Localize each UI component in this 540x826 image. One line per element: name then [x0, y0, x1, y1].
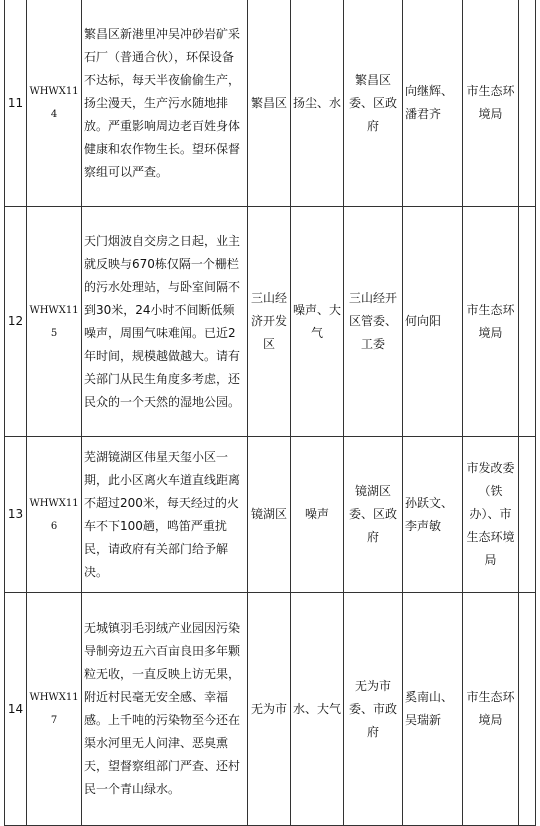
responsible-unit: 镜湖区委、区政府 — [344, 437, 403, 593]
handling-department: 市生态环境局 — [463, 593, 519, 826]
case-code: WHWX117 — [27, 593, 82, 826]
table-row — [5, 437, 536, 593]
responsible-unit: 无为市委、市政府 — [344, 593, 403, 826]
row-number: 11 — [5, 0, 27, 207]
pollution-type: 扬尘、水 — [291, 0, 344, 207]
row-number: 14 — [5, 593, 27, 826]
table-row — [5, 593, 536, 826]
table-row — [5, 0, 536, 207]
complaint-table — [4, 0, 536, 826]
district: 繁昌区 — [248, 0, 291, 207]
case-code: WHWX115 — [27, 207, 82, 437]
empty-cell — [519, 0, 536, 207]
responsible-leader: 何向阳 — [403, 207, 463, 437]
complaint-description: 无城镇羽毛羽绒产业园因污染导制旁边五六百亩良田多年颗粒无收，一直反映上访无果，附近村民毫无安全感、幸福感。上千吨的污染物至今还在渠水河里无人问津、恶臭熏天，望督察组部门严查、还村民一个青山绿水。 — [82, 593, 248, 826]
empty-cell — [519, 207, 536, 437]
district: 三山经济开发区 — [248, 207, 291, 437]
complaint-description: 繁昌区新港里冲吴冲砂岩矿采石厂（普通合伙），环保设备不达标，每天半夜偷偷生产，扬尘漫天，生产污水随地排放。严重影响周边老百姓身体健康和农作物生长。望环保督察组可以严查。 — [82, 0, 248, 207]
complaint-description: 天门烟波自交房之日起，业主就反映与670栋仅隔一个栅栏的污水处理站，与卧室间隔不到30米，24小时不间断低频噪声，周围气味难闻。已近2年时间，规模越做越大。请有关部门从民生角度多考虑，还民众的一个天然的湿地公园。 — [82, 207, 248, 437]
responsible-leader: 向继辉、潘君齐 — [403, 0, 463, 207]
responsible-leader: 孙跃文、李声敏 — [403, 437, 463, 593]
row-number: 13 — [5, 437, 27, 593]
responsible-unit: 三山经开区管委、工委 — [344, 207, 403, 437]
handling-department: 市生态环境局 — [463, 0, 519, 207]
case-code: WHWX116 — [27, 437, 82, 593]
pollution-type: 噪声、大气 — [291, 207, 344, 437]
table-row — [5, 207, 536, 437]
handling-department: 市生态环境局 — [463, 207, 519, 437]
pollution-type: 水、大气 — [291, 593, 344, 826]
handling-department: 市发改委（铁办）、市生态环境局 — [463, 437, 519, 593]
empty-cell — [519, 437, 536, 593]
district: 镜湖区 — [248, 437, 291, 593]
complaint-description: 芜湖镜湖区伟星天玺小区一期，此小区离火车道直线距离不超过200米，每天经过的火车不下100趟，鸣笛严重扰民，请政府有关部门给予解决。 — [82, 437, 248, 593]
case-code: WHWX114 — [27, 0, 82, 207]
empty-cell — [519, 593, 536, 826]
district: 无为市 — [248, 593, 291, 826]
responsible-leader: 奚南山、吴瑞新 — [403, 593, 463, 826]
pollution-type: 噪声 — [291, 437, 344, 593]
responsible-unit: 繁昌区委、区政府 — [344, 0, 403, 207]
row-number: 12 — [5, 207, 27, 437]
